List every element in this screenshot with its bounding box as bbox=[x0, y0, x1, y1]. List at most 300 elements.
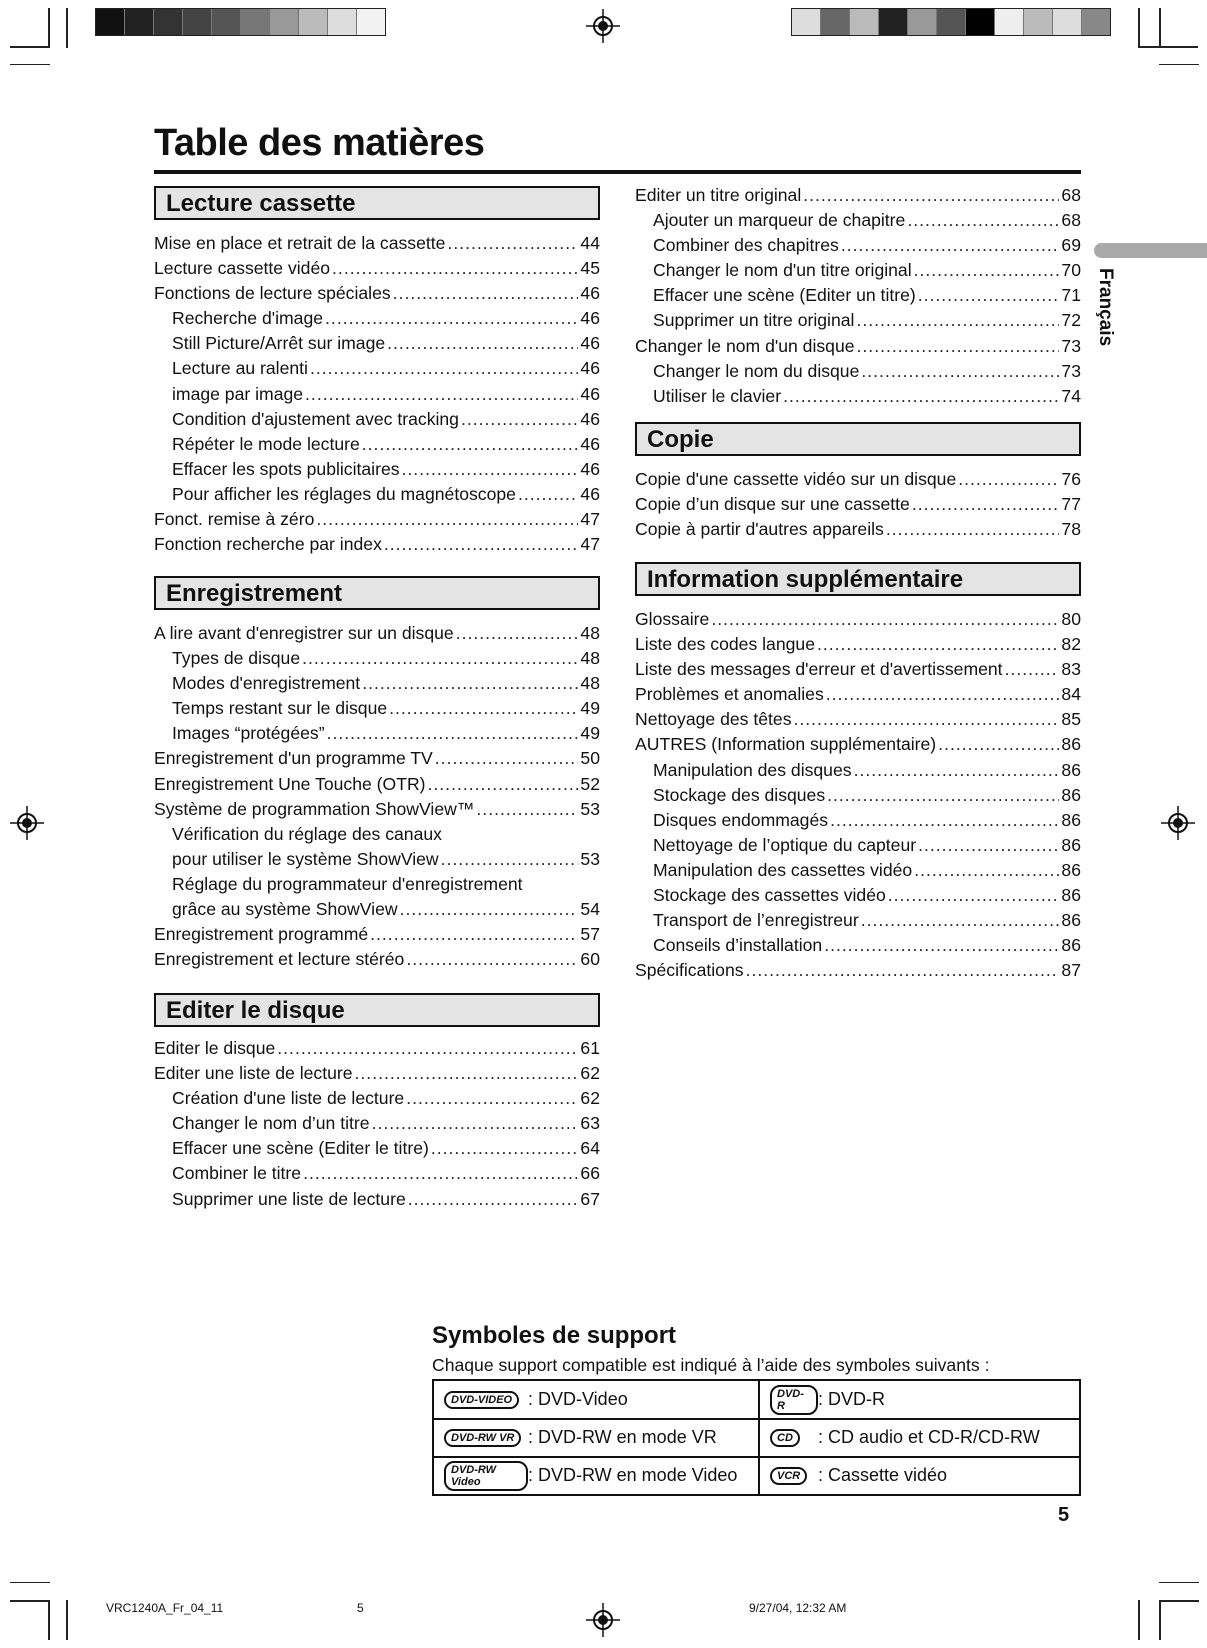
dot-leader bbox=[826, 682, 1060, 707]
toc-entry-label: Utiliser le clavier bbox=[653, 385, 782, 406]
toc-entry-page: 50 bbox=[580, 748, 600, 769]
crop-mark bbox=[1159, 8, 1161, 48]
toc-entry-page: 44 bbox=[580, 233, 600, 253]
toc-entry[interactable] bbox=[154, 331, 600, 356]
crop-mark bbox=[10, 64, 50, 65]
toc-entry[interactable] bbox=[635, 308, 1081, 333]
toc-entry[interactable] bbox=[154, 772, 600, 797]
color-bar-right bbox=[791, 8, 1111, 36]
dot-leader bbox=[824, 933, 1059, 958]
toc-entry-page: 86 bbox=[1061, 859, 1081, 880]
color-swatch bbox=[357, 9, 385, 35]
toc-entry[interactable] bbox=[154, 281, 600, 306]
dot-leader bbox=[408, 1187, 579, 1212]
toc-entry-page: 86 bbox=[1061, 885, 1081, 906]
toc-entry[interactable] bbox=[154, 1111, 600, 1136]
toc-entry-page: 62 bbox=[580, 1088, 600, 1109]
toc-entry-page: 86 bbox=[1061, 935, 1081, 956]
toc-entry-page: 85 bbox=[1061, 709, 1081, 730]
dot-leader bbox=[803, 183, 1059, 208]
toc-entry[interactable] bbox=[154, 822, 600, 847]
symbols-subtitle: Chaque support compatible est indiqué à l’aide des symboles suivants : bbox=[432, 1355, 990, 1375]
toc-entry-page: 76 bbox=[1061, 469, 1081, 489]
toc-entry-label: Stockage des disques bbox=[653, 784, 826, 805]
toc-entry-label: Supprimer un titre original bbox=[653, 310, 855, 331]
dot-leader bbox=[393, 281, 579, 306]
toc-entry[interactable] bbox=[635, 359, 1081, 384]
toc-entry-label: pour utiliser le système ShowView bbox=[172, 848, 439, 869]
dvd-rw-vr-icon: DVD-RW VR bbox=[444, 1426, 528, 1450]
toc-entry-label: Changer le nom d'un disque bbox=[635, 335, 855, 356]
toc-entry-label: A lire avant d'enregistrer sur un disque bbox=[154, 623, 454, 643]
section-heading-copie: Copie bbox=[635, 422, 1081, 456]
toc-entry[interactable] bbox=[154, 432, 600, 457]
toc-entry-page: 74 bbox=[1061, 385, 1081, 406]
toc-entry-label: Vérification du réglage des canaux bbox=[172, 823, 442, 844]
symbol-dvd-video bbox=[434, 1381, 628, 1418]
toc-entry-page: 77 bbox=[1061, 494, 1081, 515]
title-rule bbox=[154, 170, 1081, 174]
color-swatch bbox=[995, 9, 1024, 35]
toc-entry-page: 57 bbox=[580, 924, 600, 945]
dot-leader bbox=[711, 607, 1059, 632]
dot-leader bbox=[888, 883, 1060, 908]
symbol-dvd-rw-vr bbox=[434, 1419, 717, 1456]
toc-entry[interactable] bbox=[635, 334, 1081, 359]
toc-list-copie bbox=[635, 467, 1081, 542]
toc-entry[interactable] bbox=[635, 258, 1081, 283]
toc-entry[interactable] bbox=[154, 847, 600, 872]
toc-entry-label: Changer le nom du disque bbox=[653, 360, 860, 381]
symbols-title: Symboles de support bbox=[432, 1322, 677, 1349]
dot-leader bbox=[827, 783, 1059, 808]
dot-leader bbox=[912, 492, 1060, 517]
dot-leader bbox=[856, 308, 1059, 333]
dot-leader bbox=[428, 772, 579, 797]
toc-entry[interactable] bbox=[154, 457, 600, 482]
color-swatch bbox=[792, 9, 821, 35]
toc-entry-label: Nettoyage de l’optique du capteur bbox=[653, 834, 917, 855]
toc-entry-page: 82 bbox=[1061, 634, 1081, 655]
color-bar-left bbox=[95, 8, 386, 36]
dot-leader bbox=[817, 632, 1059, 657]
toc-entry-label: AUTRES (Information supplémentaire) bbox=[635, 734, 937, 755]
dot-leader bbox=[861, 908, 1060, 933]
crop-mark bbox=[1138, 1600, 1140, 1640]
dot-leader bbox=[783, 384, 1059, 409]
toc-entry-label: Liste des messages d'erreur et d'avertissement bbox=[635, 659, 1003, 680]
crop-mark bbox=[1159, 64, 1199, 65]
dot-leader bbox=[370, 922, 578, 947]
color-swatch bbox=[328, 9, 357, 35]
dot-leader bbox=[406, 1086, 578, 1111]
toc-entry[interactable] bbox=[154, 922, 600, 947]
toc-entry-page: 69 bbox=[1061, 235, 1081, 256]
toc-entry-page: 46 bbox=[580, 358, 600, 379]
symbol-vcr bbox=[760, 1457, 947, 1494]
toc-entry-page: 48 bbox=[580, 648, 600, 669]
toc-entry[interactable] bbox=[154, 1136, 600, 1161]
toc-entry-page: 46 bbox=[580, 408, 600, 429]
toc-entry-page: 68 bbox=[1061, 185, 1081, 205]
toc-entry[interactable] bbox=[635, 283, 1081, 308]
toc-entry-label: Effacer les spots publicitaires bbox=[172, 458, 400, 479]
dot-leader bbox=[476, 797, 578, 822]
toc-entry-page: 52 bbox=[580, 773, 600, 794]
toc-entry[interactable] bbox=[154, 1036, 600, 1061]
toc-entry-page: 49 bbox=[580, 698, 600, 719]
footer-page: 5 bbox=[357, 1601, 364, 1615]
toc-entry-label: Condition d'ajustement avec tracking bbox=[172, 408, 459, 429]
color-swatch bbox=[1024, 9, 1053, 35]
toc-entry[interactable] bbox=[635, 607, 1081, 632]
crop-mark bbox=[1138, 46, 1198, 48]
toc-entry-label: Fonction recherche par index bbox=[154, 534, 382, 555]
toc-entry-page: 46 bbox=[580, 483, 600, 504]
toc-entry[interactable] bbox=[635, 883, 1081, 908]
toc-entry[interactable] bbox=[635, 958, 1081, 983]
toc-entry[interactable] bbox=[635, 632, 1081, 657]
dot-leader bbox=[303, 1161, 578, 1186]
dvd-video-icon: DVD-VIDEO bbox=[444, 1388, 528, 1412]
dot-leader bbox=[907, 208, 1059, 233]
toc-entry-label: Changer le nom d'un titre original bbox=[653, 260, 912, 281]
toc-entry-label: Stockage des cassettes vidéo bbox=[653, 885, 886, 906]
color-swatch bbox=[879, 9, 908, 35]
toc-list-enregistrement bbox=[154, 621, 600, 972]
toc-entry-page: 67 bbox=[580, 1188, 600, 1209]
symbol-dvd-rw-video bbox=[434, 1457, 737, 1494]
toc-entry-page: 48 bbox=[580, 673, 600, 694]
toc-entry-label: Fonctions de lecture spéciales bbox=[154, 283, 391, 304]
symbol-dvd-r bbox=[760, 1381, 885, 1418]
toc-entry-label: Liste des codes langue bbox=[635, 634, 815, 655]
toc-entry-label: Copie d’un disque sur une cassette bbox=[635, 494, 910, 515]
dot-leader bbox=[355, 1061, 579, 1086]
toc-entry-label: Transport de l’enregistreur bbox=[653, 910, 859, 931]
toc-entry-page: 86 bbox=[1061, 759, 1081, 780]
cd-icon: CD bbox=[770, 1426, 818, 1450]
toc-entry-page: 84 bbox=[1061, 684, 1081, 705]
color-swatch bbox=[125, 9, 154, 35]
toc-entry-page: 49 bbox=[580, 723, 600, 744]
toc-list-editer-titre bbox=[635, 183, 1081, 409]
footer-date: 9/27/04, 12:32 AM bbox=[749, 1601, 847, 1615]
toc-entry-page: 46 bbox=[580, 333, 600, 354]
dot-leader bbox=[830, 808, 1059, 833]
toc-entry[interactable] bbox=[635, 808, 1081, 833]
toc-entry-label: Conseils d’installation bbox=[653, 935, 823, 956]
color-swatch bbox=[154, 9, 183, 35]
toc-entry-label: Pour afficher les réglages du magnétoscope bbox=[172, 483, 516, 504]
symbol-label: : DVD-R bbox=[818, 1389, 885, 1409]
toc-entry[interactable] bbox=[635, 384, 1081, 409]
dot-leader bbox=[447, 231, 578, 256]
toc-entry-label: Ajouter un marqueur de chapitre bbox=[653, 210, 906, 231]
dot-leader bbox=[854, 758, 1060, 783]
toc-entry[interactable] bbox=[154, 671, 600, 696]
toc-entry-page: 45 bbox=[580, 258, 600, 279]
toc-entry-label: image par image bbox=[172, 383, 304, 404]
toc-entry[interactable] bbox=[154, 407, 600, 432]
dot-leader bbox=[886, 517, 1060, 542]
symbol-label: : DVD-RW en mode Video bbox=[528, 1465, 738, 1485]
toc-entry-page: 48 bbox=[580, 623, 600, 643]
toc-entry-page: 68 bbox=[1061, 210, 1081, 231]
toc-entry[interactable] bbox=[635, 657, 1081, 682]
footer-file: VRC1240A_Fr_04_11 bbox=[106, 1601, 224, 1615]
toc-entry-page: 86 bbox=[1061, 809, 1081, 830]
crop-mark bbox=[1159, 1582, 1199, 1583]
dot-leader bbox=[362, 432, 579, 457]
toc-entry-page: 47 bbox=[580, 509, 600, 530]
toc-entry[interactable] bbox=[154, 621, 600, 646]
toc-entry-page: 86 bbox=[1061, 834, 1081, 855]
toc-entry-label: Enregistrement et lecture stéréo bbox=[154, 949, 405, 970]
toc-entry[interactable] bbox=[635, 183, 1081, 208]
toc-entry-page: 71 bbox=[1061, 285, 1081, 306]
toc-entry[interactable] bbox=[154, 897, 600, 922]
color-swatch bbox=[299, 9, 328, 35]
toc-entry-label: Temps restant sur le disque bbox=[172, 698, 388, 719]
dot-leader bbox=[861, 359, 1059, 384]
dot-leader bbox=[277, 1036, 578, 1061]
toc-entry[interactable] bbox=[154, 646, 600, 671]
toc-entry[interactable] bbox=[154, 256, 600, 281]
section-heading-information: Information supplémentaire bbox=[635, 562, 1081, 596]
toc-entry-label: Nettoyage des têtes bbox=[635, 709, 792, 730]
toc-entry-label: grâce au système ShowView bbox=[172, 899, 398, 920]
toc-entry-page: 78 bbox=[1061, 519, 1081, 540]
toc-entry-page: 80 bbox=[1061, 609, 1081, 629]
toc-entry[interactable] bbox=[154, 721, 600, 746]
toc-entry[interactable] bbox=[635, 467, 1081, 492]
toc-entry[interactable] bbox=[154, 872, 600, 897]
registration-mark-icon bbox=[1161, 806, 1195, 840]
toc-entry-label: Enregistrement d'un programme TV bbox=[154, 748, 433, 769]
section-heading-editer-le-disque: Editer le disque bbox=[154, 993, 600, 1027]
dot-leader bbox=[914, 258, 1060, 283]
toc-entry-label: Répéter le mode lecture bbox=[172, 433, 360, 454]
toc-entry[interactable] bbox=[635, 758, 1081, 783]
toc-entry-page: 86 bbox=[1061, 784, 1081, 805]
toc-entry[interactable] bbox=[154, 231, 600, 256]
symbols-table bbox=[432, 1379, 1081, 1496]
color-swatch bbox=[241, 9, 270, 35]
dot-leader bbox=[914, 858, 1059, 883]
section-heading-lecture-cassette: Lecture cassette bbox=[154, 186, 600, 220]
color-swatch bbox=[270, 9, 299, 35]
toc-entry-label: Changer le nom d’un titre bbox=[172, 1113, 370, 1134]
dot-leader bbox=[958, 467, 1059, 492]
dot-leader bbox=[794, 707, 1060, 732]
crop-mark bbox=[1159, 1600, 1161, 1640]
toc-entry-page: 61 bbox=[580, 1038, 600, 1058]
toc-entry[interactable] bbox=[154, 306, 600, 331]
crop-mark bbox=[48, 8, 50, 48]
toc-entry-page: 46 bbox=[580, 308, 600, 329]
toc-entry[interactable] bbox=[154, 797, 600, 822]
color-swatch bbox=[908, 9, 937, 35]
toc-entry[interactable] bbox=[635, 492, 1081, 517]
toc-entry-page: 53 bbox=[580, 798, 600, 819]
toc-entry-page: 53 bbox=[580, 848, 600, 869]
toc-entry-page: 54 bbox=[580, 899, 600, 920]
toc-entry-label: Lecture cassette vidéo bbox=[154, 258, 331, 279]
toc-entry-page: 47 bbox=[580, 534, 600, 555]
dvd-rw-video-icon: DVD-RW Video bbox=[444, 1464, 528, 1488]
toc-list-lecture-cassette bbox=[154, 231, 600, 557]
color-swatch bbox=[966, 9, 995, 35]
toc-entry-label: Système de programmation ShowView™ bbox=[154, 798, 475, 819]
color-swatch bbox=[821, 9, 850, 35]
toc-entry[interactable] bbox=[154, 507, 600, 532]
toc-entry-page: 86 bbox=[1061, 910, 1081, 931]
registration-mark-icon bbox=[10, 806, 44, 840]
dot-leader bbox=[841, 233, 1060, 258]
toc-entry[interactable] bbox=[635, 208, 1081, 233]
toc-entry-label: Still Picture/Arrêt sur image bbox=[172, 333, 386, 354]
toc-entry[interactable] bbox=[635, 732, 1081, 757]
toc-entry[interactable] bbox=[154, 696, 600, 721]
toc-entry-page: 70 bbox=[1061, 260, 1081, 281]
dot-leader bbox=[938, 732, 1059, 757]
dot-leader bbox=[310, 356, 578, 381]
dot-leader bbox=[402, 457, 579, 482]
toc-entry-label: Editer un titre original bbox=[635, 185, 802, 205]
toc-entry-label: Editer le disque bbox=[154, 1038, 276, 1058]
toc-entry-label: Enregistrement programmé bbox=[154, 924, 369, 945]
toc-entry[interactable] bbox=[635, 783, 1081, 808]
dot-leader bbox=[918, 283, 1060, 308]
dot-leader bbox=[431, 1136, 579, 1161]
dot-leader bbox=[518, 482, 578, 507]
dot-leader bbox=[327, 721, 579, 746]
crop-mark bbox=[66, 8, 68, 48]
toc-entry-label: Effacer une scène (Editer un titre) bbox=[653, 285, 916, 306]
toc-entry-label: Disques endommagés bbox=[653, 809, 829, 830]
toc-entry[interactable] bbox=[635, 908, 1081, 933]
symbol-label: : CD audio et CD-R/CD-RW bbox=[818, 1427, 1040, 1447]
dot-leader bbox=[362, 671, 578, 696]
toc-entry-page: 72 bbox=[1061, 310, 1081, 331]
color-swatch bbox=[937, 9, 966, 35]
dot-leader bbox=[461, 407, 578, 432]
toc-entry-label: Combiner le titre bbox=[172, 1163, 302, 1184]
color-swatch bbox=[1053, 9, 1082, 35]
dot-leader bbox=[1005, 657, 1060, 682]
symbol-label: : DVD-Video bbox=[528, 1389, 628, 1409]
toc-entry-page: 46 bbox=[580, 458, 600, 479]
toc-entry-label: Modes d'enregistrement bbox=[172, 673, 361, 694]
crop-mark bbox=[10, 46, 50, 48]
toc-entry-label: Editer une liste de lecture bbox=[154, 1063, 353, 1084]
toc-entry[interactable] bbox=[635, 833, 1081, 858]
dot-leader bbox=[302, 646, 578, 671]
crop-mark bbox=[10, 1582, 50, 1583]
toc-entry-label: Spécifications bbox=[635, 960, 744, 981]
toc-entry-label: Effacer une scène (Editer le titre) bbox=[172, 1138, 429, 1159]
toc-entry-page: 73 bbox=[1061, 360, 1081, 381]
toc-entry-label: Lecture au ralenti bbox=[172, 358, 308, 379]
toc-entry[interactable] bbox=[635, 517, 1081, 542]
toc-entry[interactable] bbox=[154, 1086, 600, 1111]
dot-leader bbox=[332, 256, 578, 281]
toc-entry[interactable] bbox=[635, 858, 1081, 883]
color-swatch bbox=[850, 9, 879, 35]
vcr-icon: VCR bbox=[770, 1464, 818, 1488]
language-label: Français bbox=[1095, 268, 1116, 347]
toc-entry[interactable] bbox=[635, 233, 1081, 258]
toc-entry[interactable] bbox=[154, 482, 600, 507]
crop-mark bbox=[66, 1600, 68, 1640]
toc-entry-label: Réglage du programmateur d'enregistrement bbox=[172, 873, 523, 894]
toc-entry[interactable] bbox=[154, 947, 600, 972]
toc-entry-page: 64 bbox=[580, 1138, 600, 1159]
language-tab bbox=[1094, 243, 1207, 258]
toc-entry-label: Manipulation des cassettes vidéo bbox=[653, 859, 913, 880]
dot-leader bbox=[857, 334, 1060, 359]
dot-leader bbox=[325, 306, 578, 331]
section-heading-enregistrement: Enregistrement bbox=[154, 576, 600, 610]
dot-leader bbox=[406, 947, 578, 972]
toc-entry[interactable] bbox=[154, 746, 600, 771]
registration-mark-icon bbox=[586, 1603, 620, 1637]
dot-leader bbox=[384, 532, 579, 557]
dot-leader bbox=[918, 833, 1059, 858]
toc-entry[interactable] bbox=[154, 1187, 600, 1212]
toc-entry[interactable] bbox=[154, 1061, 600, 1086]
toc-entry[interactable] bbox=[154, 1161, 600, 1186]
toc-entry-page: 60 bbox=[580, 949, 600, 970]
crop-mark bbox=[1138, 8, 1140, 48]
toc-entry[interactable] bbox=[635, 707, 1081, 732]
toc-entry-label: Manipulation des disques bbox=[653, 759, 852, 780]
toc-entry[interactable] bbox=[154, 382, 600, 407]
toc-entry-label: Mise en place et retrait de la cassette bbox=[154, 233, 446, 253]
toc-entry-page: 46 bbox=[580, 283, 600, 304]
toc-entry-page: 83 bbox=[1061, 659, 1081, 680]
toc-entry[interactable] bbox=[635, 933, 1081, 958]
toc-entry-page: 73 bbox=[1061, 335, 1081, 356]
dot-leader bbox=[400, 897, 579, 922]
dot-leader bbox=[441, 847, 579, 872]
toc-entry-page: 66 bbox=[580, 1163, 600, 1184]
dot-leader bbox=[746, 958, 1060, 983]
toc-entry-label: Création d'une liste de lecture bbox=[172, 1088, 405, 1109]
dot-leader bbox=[389, 696, 578, 721]
toc-entry-page: 87 bbox=[1061, 960, 1081, 981]
toc-entry-label: Recherche d'image bbox=[172, 308, 324, 329]
registration-mark-icon bbox=[586, 9, 620, 43]
color-swatch bbox=[183, 9, 212, 35]
crop-mark bbox=[10, 1600, 50, 1602]
dvd-r-icon: DVD-R bbox=[770, 1388, 818, 1412]
crop-mark bbox=[48, 1600, 50, 1640]
dot-leader bbox=[372, 1111, 579, 1136]
toc-entry-label: Enregistrement Une Touche (OTR) bbox=[154, 773, 426, 794]
toc-entry-label: Supprimer une liste de lecture bbox=[172, 1188, 406, 1209]
page-title: Table des matières bbox=[154, 122, 485, 164]
toc-entry[interactable] bbox=[154, 356, 600, 381]
toc-entry-page: 86 bbox=[1061, 734, 1081, 755]
color-swatch bbox=[212, 9, 241, 35]
symbol-cd bbox=[760, 1419, 1040, 1456]
toc-entry[interactable] bbox=[635, 682, 1081, 707]
page-number: 5 bbox=[1058, 1504, 1070, 1526]
toc-entry[interactable] bbox=[154, 532, 600, 557]
crop-mark bbox=[1159, 1600, 1199, 1602]
